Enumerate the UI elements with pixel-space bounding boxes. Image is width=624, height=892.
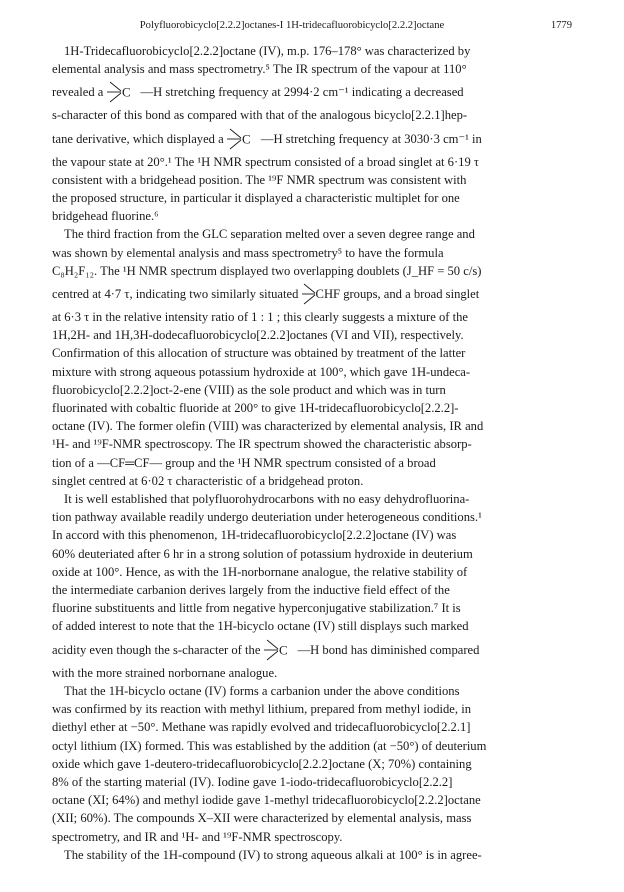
paragraph-3-line-10: with the more strained norbornane analogue. — [52, 665, 278, 680]
text-fragment: centred at 4·7 τ, indicating two similarly situated — [52, 287, 299, 302]
paragraph-5-line-1: The stability of the 1H-compound (IV) to strong aqueous alkali at 100° is in agree- — [64, 847, 482, 862]
paragraph-3-line-6: the intermediate carbanion derives largely from the inductive field effect of the — [52, 583, 450, 598]
text-fragment: tane derivative, which displayed a — [52, 131, 224, 146]
page-number: 1779 — [550, 20, 572, 31]
paragraph-3-line-9 — [52, 636, 572, 664]
running-title: Polyfluorobicyclo[2.2.2]octanes-I 1H-tridecafluorobicyclo[2.2.2]octane — [139, 20, 445, 31]
paragraph-4-line-9: spectrometry, and IR and ¹H- and ¹⁹F-NMR spectroscopy. — [52, 829, 343, 844]
paragraph-4-line-2: was confirmed by its reaction with methyl lithium, prepared from methyl iodide, in — [52, 702, 471, 717]
paragraph-4-line-1: That the 1H-bicyclo octane (IV) forms a carbanion under the above conditions — [64, 683, 460, 698]
paragraph-1-line-7: consistent with a bridgehead position. The ¹⁹F NMR spectrum was consistent with — [52, 172, 467, 187]
paragraph-1-line-1: 1H-Tridecafluorobicyclo[2.2.2]octane (IV), m.p. 176–178° was characterized by — [64, 44, 471, 58]
paragraph-1-line-2: elemental analysis and mass spectrometry.⁵ The IR spectrum of the vapour at 110° — [52, 62, 467, 77]
paragraph-4-line-6: 8% of the starting material (IV). Iodine gave 1-iodo-tridecafluorobicyclo[2.2.2] — [52, 774, 453, 789]
paragraph-3-line-2: tion pathway available readily undergo deuteriation under heterogeneous conditions.¹ — [52, 510, 482, 525]
paragraph-3-line-7: fluorine substituents and little from negative hyperconjugative stabilization.⁷ It is — [52, 601, 461, 616]
paragraph-3-line-4: 60% deuteriated after 6 hr in a strong solution of potassium hydroxide in deuterium — [52, 546, 473, 561]
paragraph-3-line-3: In accord with this phenomenon, 1H-tridecafluorobicyclo[2.2.2]octane (IV) was — [52, 528, 457, 543]
text-fragment: —H stretching frequency at 3030·3 cm⁻¹ in — [260, 131, 482, 146]
bridgehead-carbon-symbol — [264, 641, 298, 659]
paragraph-2-line-2: was shown by elemental analysis and mass spectrometry⁵ to have the formula — [52, 245, 444, 260]
paragraph-2-line-4 — [52, 280, 572, 308]
paragraph-1-line-9: bridgehead fluorine.⁶ — [52, 209, 159, 224]
paragraph-2-line-11: octane (IV). The former olefin (VIII) was characterized by elemental analysis, IR and — [52, 419, 484, 434]
paragraph-2-line-12: ¹H- and ¹⁹F-NMR spectroscopy. The IR spectrum showed the characteristic absorp- — [52, 437, 472, 452]
paragraph-3-line-8: of added interest to note that the 1H-bicyclo octane (IV) still displays such marked — [52, 619, 469, 634]
svg-text:C: C — [121, 84, 131, 100]
paragraph-1-line-5 — [52, 125, 572, 153]
paragraph-2-line-1: The third fraction from the GLC separation melted over a seven degree range and — [64, 227, 475, 242]
bridgehead-carbon-symbol — [107, 83, 141, 101]
text-fragment: CHF groups, and a broad singlet — [315, 287, 480, 302]
paragraph-1-line-6: the vapour state at 20°.¹ The ¹H NMR spectrum consisted of a broad singlet at 6·19 τ — [52, 154, 479, 169]
paragraph-2-line-3: C₈H₂F₁₂. The ¹H NMR spectrum displayed two overlapping doublets (J_HF = 50 c/s) — [52, 263, 482, 278]
paragraph-2-line-7: Confirmation of this allocation of structure was obtained by treatment of the latter — [52, 346, 466, 361]
paragraph-2-line-9: fluorobicyclo[2.2.2]oct-2-ene (VIII) as the sole product and which was in turn — [52, 382, 446, 397]
paragraph-1-line-3 — [52, 78, 572, 106]
text-fragment: revealed a — [52, 85, 104, 100]
running-head — [52, 18, 572, 42]
paragraph-2-line-13: tion of a —CF═CF— group and the ¹H NMR spectrum consisted of a broad — [52, 455, 436, 470]
svg-text:C: C — [241, 131, 251, 147]
paragraph-3-line-5: oxide at 100°. Hence, as with the 1H-norbornane analogue, the relative stability of — [52, 564, 468, 579]
paragraph-2-line-6: 1H,2H- and 1H,3H-dodecafluorobicyclo[2.2.2]octanes (VI and VII), respectively. — [52, 328, 464, 343]
paragraph-4-line-3: diethyl ether at −50°. Methane was rapidly evolved and tridecafluorobicyclo[2.2.1] — [52, 720, 471, 735]
paragraph-2-line-8: mixture with strong aqueous potassium hydroxide at 100°, which gave 1H-undeca- — [52, 364, 471, 379]
paragraph-2-line-14: singlet centred at 6·02 τ characteristic of a bridgehead proton. — [52, 473, 364, 488]
paragraph-4-line-8: (XII; 60%). The compounds X–XII were characterized by elemental analysis, mass — [52, 811, 472, 826]
text-fragment: —H bond has diminished compared — [297, 642, 480, 657]
bridgehead-carbon-symbol — [302, 285, 316, 303]
bridgehead-carbon-symbol — [227, 130, 261, 148]
text-fragment: —H stretching frequency at 2994·2 cm⁻¹ indicating a decreased — [140, 85, 464, 100]
paragraph-1-line-4: s-character of this bond as compared with that of the analogous bicyclo[2.2.1]hep- — [52, 108, 468, 123]
paragraph-1-line-8: the proposed structure, in particular it displayed a characteristic multiplet for one — [52, 191, 460, 206]
paragraph-4-line-4: octyl lithium (IX) formed. This was established by the addition (at −50°) of deuterium — [52, 738, 487, 753]
paragraph-4-line-5: oxide which gave 1-deutero-tridecafluorobicyclo[2.2.2]octane (X; 70%) containing — [52, 756, 472, 771]
paragraph-2-line-5: at 6·3 τ in the relative intensity ratio of 1 : 1 ; this clearly suggests a mixture of the — [52, 310, 469, 325]
paragraph-3-line-1: It is well established that polyfluorohydrocarbons with no easy dehydrofluorina- — [64, 492, 470, 507]
svg-text:C: C — [278, 642, 288, 658]
paragraph-2-line-10: fluorinated with cobaltic fluoride at 200° to give 1H-tridecafluorobicyclo[2.2.2]- — [52, 401, 459, 416]
paragraph-4-line-7: octane (XI; 64%) and methyl iodide gave 1-methyl tridecafluorobicyclo[2.2.2]octane — [52, 793, 481, 808]
text-fragment: acidity even though the s-character of the — [52, 642, 261, 657]
